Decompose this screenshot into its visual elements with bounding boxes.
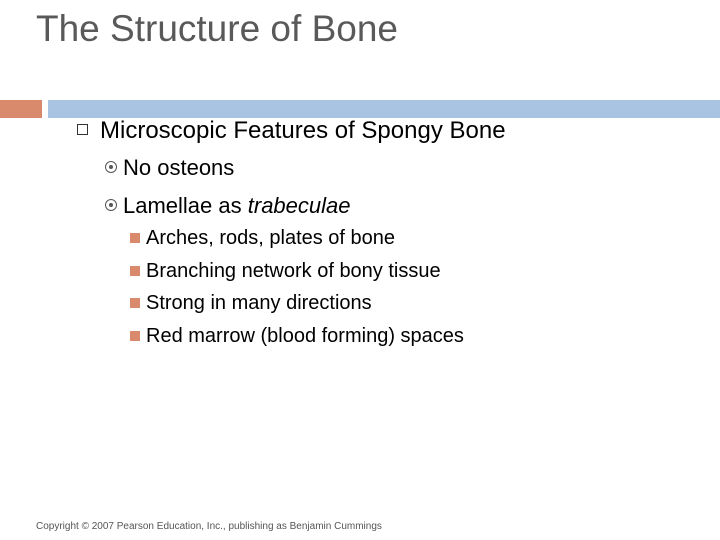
level3-text: Branching network of bony tissue (146, 260, 441, 282)
level2-item-no-osteons (105, 155, 234, 181)
circle-dot-bullet-icon (105, 161, 117, 173)
level3-text: Red marrow (blood forming) spaces (146, 325, 464, 347)
filled-square-bullet-icon (130, 331, 140, 341)
filled-square-bullet-icon (130, 298, 140, 308)
slide-title: The Structure of Bone (36, 8, 398, 49)
filled-square-bullet-icon (130, 233, 140, 243)
copyright-footer: Copyright © 2007 Pearson Education, Inc., publishing as Benjamin Cummings (36, 521, 382, 532)
filled-square-bullet-icon (130, 266, 140, 276)
level3-item (130, 292, 372, 315)
level3-item (130, 325, 464, 348)
level3-item (130, 227, 395, 250)
level2-text-italic: trabeculae (247, 193, 351, 218)
level3-item (130, 260, 441, 283)
level3-text: Arches, rods, plates of bone (146, 227, 396, 249)
level2-text: No osteons (123, 155, 235, 180)
level3-text: Strong in many directions (146, 292, 372, 314)
accent-bar-orange (0, 100, 42, 118)
accent-bar-blue (48, 100, 720, 118)
heading-bullet (77, 117, 506, 145)
heading-text: Microscopic Features of Spongy Bone (100, 117, 506, 144)
circle-dot-bullet-icon (105, 199, 117, 211)
level2-item-lamellae (105, 193, 351, 219)
level2-text-prefix: Lamellae as (123, 193, 248, 218)
hollow-square-bullet-icon (77, 124, 88, 135)
